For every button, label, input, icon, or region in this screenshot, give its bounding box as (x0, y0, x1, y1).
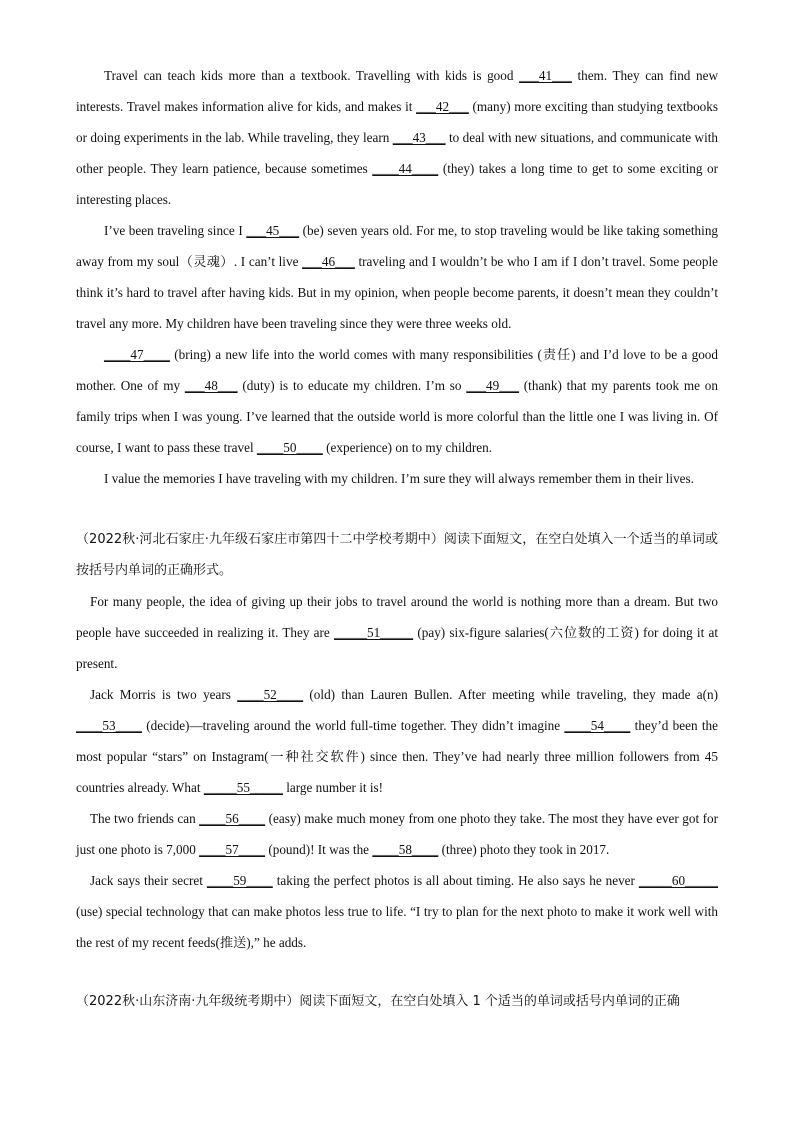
section2-paragraph-3 (76, 803, 718, 865)
text-run: I value the memories I have traveling with my children. I’m sure they will always remember them in their lives. (104, 471, 694, 486)
text-run: traveling and I wouldn’t be who I am if I don’t travel. Some people think it’s hard to travel after having kids. But in my opinion, when people become parents, it doesn’t mean they couldn’t travel any more. My children have been traveling since they were three weeks old. (76, 254, 719, 331)
answer-blank: _____60_____ (638, 873, 718, 888)
section2-paragraph-2 (76, 679, 718, 803)
answer-blank: ___41___ (519, 68, 572, 83)
text-run: (easy) make much money from one photo they take. The most they have ever got for just one photo is 7,000 (76, 811, 718, 857)
passage1-paragraph-3 (76, 339, 718, 463)
section2-paragraph-1 (76, 586, 718, 679)
text-run: Travel can teach kids more than a textbook. Travelling with kids is good (104, 68, 520, 83)
text-run: taking the perfect photos is all about timing. He also says he never (272, 873, 639, 888)
text-run: (use) special technology that can make photos less true to life. “I try to plan for the next photo to make it work well with the rest of my recent feeds(推送),” he adds. (76, 904, 718, 950)
answer-blank: ____50____ (256, 440, 323, 455)
text-run: (pound)! It was the (265, 842, 373, 857)
text-run: The two friends can (90, 811, 200, 826)
answer-blank: _____55_____ (203, 780, 283, 795)
text-run: (experience) on to my children. (322, 440, 493, 455)
answer-blank: ___45___ (246, 223, 300, 238)
text-run: (thank) that my parents took me on family trips when I was young. I’ve learned that the outside world is more colorful than the little one I was living in. Of course, I want to pass these travel (76, 378, 718, 455)
answer-blank: _____51_____ (334, 625, 414, 640)
answer-blank: ____47____ (104, 347, 170, 362)
text-run: (pay) six-figure salaries(六位数的工资) for doing it at present. (76, 625, 718, 671)
text-run: (duty) is to educate my children. I’m so (237, 378, 467, 393)
text-run: For many people, the idea of giving up their jobs to travel around the world is nothing more than a dream. But two people have succeeded in realizing it. They are (76, 594, 718, 640)
answer-blank: ___49___ (466, 378, 520, 393)
section-spacer (76, 958, 718, 986)
text-run: (many) more exciting than studying textbooks or doing experiments in the lab. While traveling, they learn (76, 99, 718, 145)
text-run: I’ve been traveling since I (104, 223, 247, 238)
answer-blank: ___48___ (184, 378, 238, 393)
answer-blank: ____59____ (206, 873, 273, 888)
answer-blank: ____58____ (372, 842, 439, 857)
answer-blank: ____53____ (76, 718, 142, 733)
section2-header: （2022秋·河北石家庄·九年级石家庄市第四十二中学校考期中）阅读下面短文，在空白处填入一个适当的单词或按括号内单词的正确形式。 (76, 532, 718, 578)
section-spacer (76, 494, 718, 524)
passage1-paragraph-1 (76, 60, 718, 215)
text-run: to deal with new situations, and communicate with other people. They learn patience, because sometimes (76, 130, 718, 176)
section2-paragraph-4 (76, 865, 718, 958)
text-run: they’d been the most popular “stars” on Instagram(一种社交软件) since then. They’ve had nearly three million followers from 45 countries already. What (76, 718, 718, 795)
answer-blank: ____44____ (372, 161, 439, 176)
answer-blank: ____56____ (199, 811, 266, 826)
text-run: (old) than Lauren Bullen. After meeting while traveling, they made a(n) (303, 687, 718, 702)
answer-blank: ___42___ (416, 99, 469, 114)
text-run: Jack Morris is two years (90, 687, 238, 702)
text-run: (be) seven years old. For me, to stop traveling would be like taking something away from my soul（灵魂）. I can’t live (76, 223, 719, 269)
answer-blank: ____57____ (199, 842, 266, 857)
text-run: (three) photo they took in 2017. (438, 842, 610, 857)
text-run: (they) takes a long time to get to some exciting or interesting places. (76, 161, 718, 207)
text-run: them. They can find new interests. Travel makes information alive for kids, and makes it (76, 68, 718, 114)
answer-blank: ___43___ (392, 130, 446, 145)
passage1-paragraph-2 (76, 215, 718, 339)
passage1-paragraph-4 (76, 463, 718, 494)
answer-blank: ____54____ (564, 718, 631, 733)
answer-blank: ___46___ (302, 254, 355, 269)
text-run: (decide)—traveling around the world full-time together. They didn’t imagine (141, 718, 565, 733)
section3-header: （2022秋·山东济南·九年级统考期中）阅读下面短文，在空白处填入 1 个适当的单词或括号内单词的正确 (76, 994, 680, 1009)
answer-blank: ____52____ (237, 687, 304, 702)
text-run: large number it is! (282, 780, 384, 795)
text-run: (bring) a new life into the world comes with many responsibilities (责任) and I’d love to be a good mother. One of my (76, 347, 718, 393)
text-run: Jack says their secret (90, 873, 207, 888)
document-page (76, 60, 718, 1017)
